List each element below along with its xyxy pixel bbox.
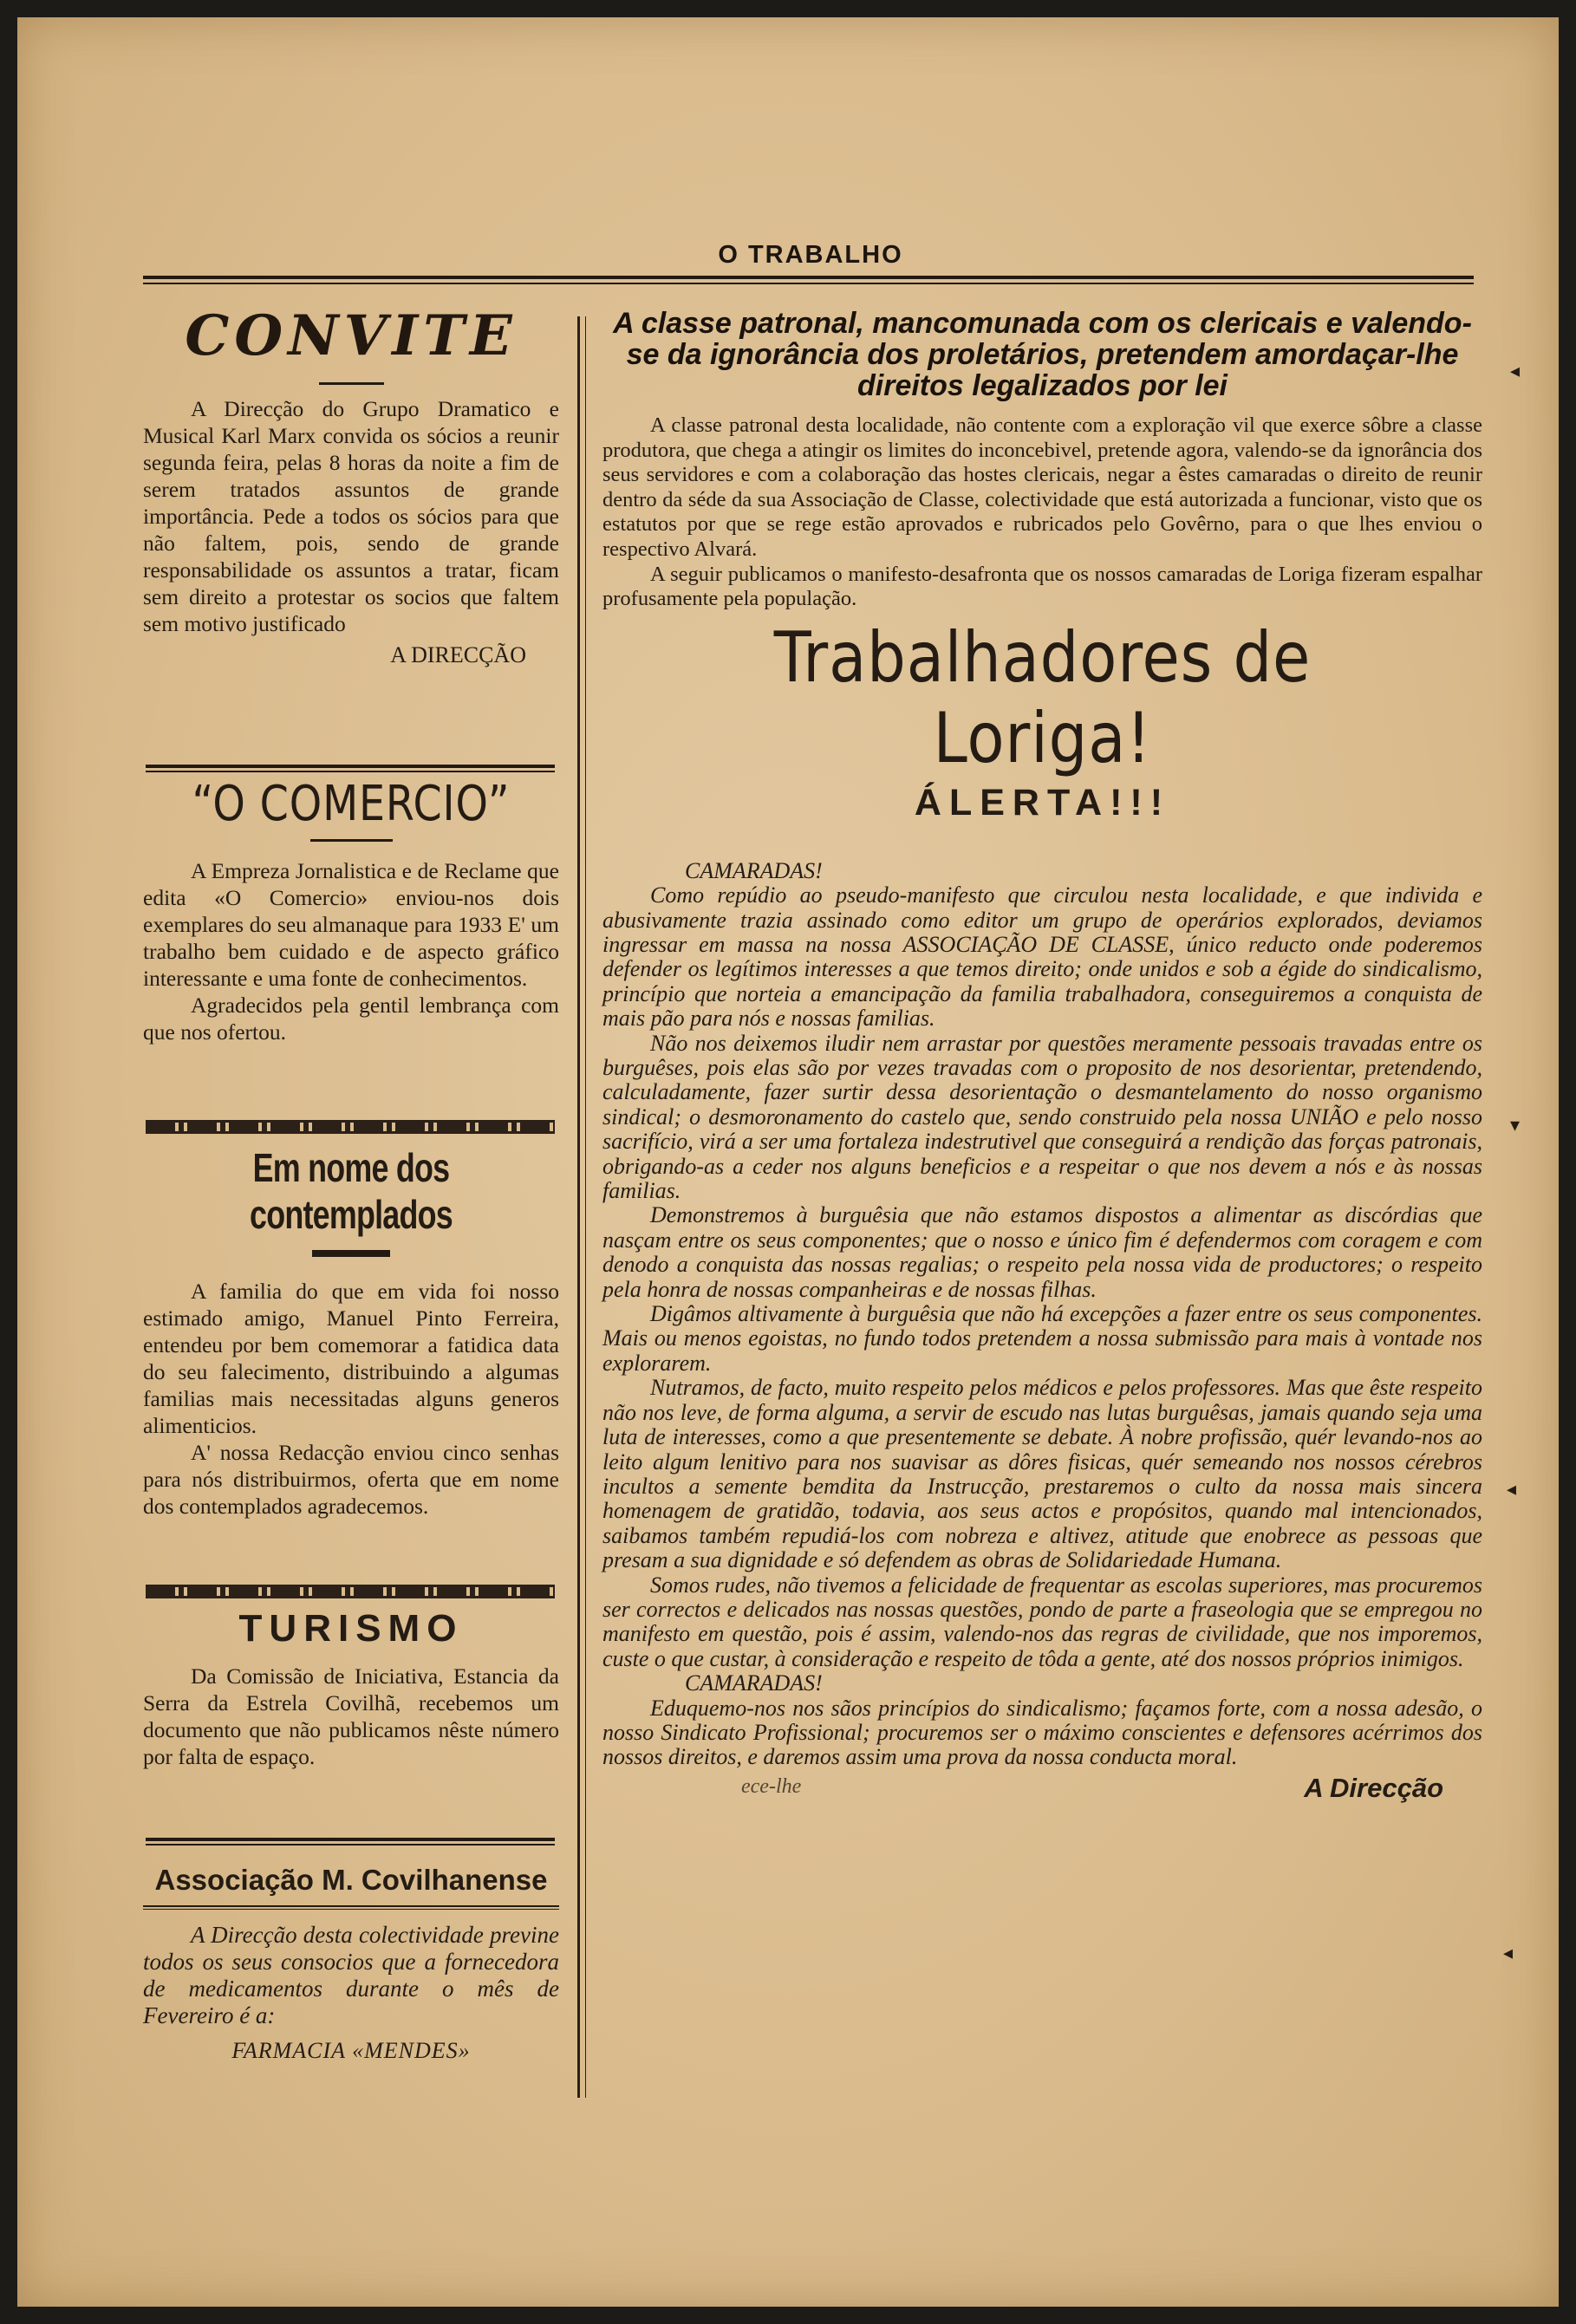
contemplados-heading: Em nome dos contemplados xyxy=(250,1145,453,1237)
contemplados-section xyxy=(143,1144,559,1520)
section-divider xyxy=(146,765,555,772)
section-short-rule xyxy=(312,1250,390,1257)
newspaper-masthead: O TRABALHO xyxy=(718,241,903,269)
section-divider xyxy=(143,1905,559,1910)
manifesto-closing: Eduquemo-nos nos sãos princípios do sindicalismo; façamos forte, com a nossa adesão, o nosso Sindicato Profissional; procuremos ser o máximo conscientes e defensores acérrimos dos nossos direitos, e daremos assim uma prova da nossa conducta moral. xyxy=(602,1695,1482,1770)
manifesto-salutation: CAMARADAS! xyxy=(685,857,823,883)
manifesto-paragraph: Somos rudes, não tivemos a felicidade de frequentar as escolas superiores, mas procuremos ser correctos e delicados nas nossas questões, pondo de parte a fraseologia que se empregou no manifesto em questão, pois é assim, valendo-nos das regras de civilidade, que nos imporemos, custe o que custar, à consideração e respeito de tôda a gente, até dos nossos próprios inimigos. xyxy=(602,1572,1482,1671)
section-divider xyxy=(146,1838,555,1846)
contemplados-body: A familia do que em vida foi nosso estimado amigo, Manuel Pinto Ferreira, entendeu por bem comemorar a fatidica data do seu falecimento, distribuindo a algumas familias mais necessitadas alguns generos alimenticios. xyxy=(143,1279,559,1438)
manifesto-body xyxy=(602,859,1482,1770)
ornamental-border xyxy=(146,1585,555,1598)
header-rule-thin xyxy=(143,283,1474,284)
manifesto-salutation: CAMARADAS! xyxy=(685,1670,823,1696)
manifesto-paragraph: Nutramos, de facto, muito respeito pelos médicos e pelos professores. Mas que êste respeito não nos leve, de forma alguma, a servir de escudo nas lutas burguêsas, jamais quando seja uma luta de interesses, como a que presentemente se debate. À nobre profissão, quér levando-nos ao leito algum lenitivo para nos suavisar as dôres fisicas, quér semeando nos nossos cérebros incultos a semente bemdita da Instrucção, prestaremos o culto da nossa mais sincera homenagem de gratidão, todavia, aos seus actos e propósitos, quando mal intencionados, saibamos também repudiá-los com nobreza e altivez, atitude que enobrece as pessoas que presam a sua dignidade e só defendem as obras de Solidariedade Humana. xyxy=(602,1375,1482,1573)
turismo-heading: TURISMO xyxy=(238,1607,464,1650)
manifesto-subtitle: ÁLERTA!!! xyxy=(914,781,1171,823)
manifesto-signature: A Direcção xyxy=(1304,1772,1443,1803)
header-rule xyxy=(143,276,1474,279)
comercio-section xyxy=(143,776,559,1045)
comercio-heading: “O COMERCIO” xyxy=(192,776,511,832)
pin-mark: ◂ xyxy=(1507,1478,1517,1500)
article-intro-2: A seguir publicamos o manifesto-desafronta que os nossos camaradas de Loriga fizeram espalhar profusamente pela população. xyxy=(602,562,1482,611)
column-divider-thin xyxy=(585,316,586,2098)
pin-mark: ▾ xyxy=(1510,1114,1521,1136)
pin-mark: ◂ xyxy=(1503,1942,1514,1963)
manifesto-paragraph: Demonstremos à burguêsia que não estamos dispostos a alimentar as discórdias que nasçam entre os seus componentes; que o nosso e único fim é defendermos com coragem e com denodo a conquista das nossas regalias; o respeito pela nossa vida de productores; o respeito pela honra de nossas companheiras e de nossas filhas. xyxy=(602,1202,1482,1302)
manifesto-title: Trabalhadores de Loriga! xyxy=(773,616,1312,778)
section-short-rule xyxy=(319,382,384,385)
pin-mark: ◂ xyxy=(1510,360,1521,381)
pharmacy-name: FARMACIA «MENDES» xyxy=(231,2038,471,2063)
associacao-body: A Direcção desta colectividade previne todos os seus consocios que a fornecedora de medicamentos durante o mês de Fevereiro é a: xyxy=(143,1922,559,2028)
offset-print-text: ece-lhe xyxy=(741,1774,802,1798)
section-short-rule xyxy=(310,839,393,842)
main-article xyxy=(602,308,1482,1804)
convite-heading: CONVITE xyxy=(185,303,518,368)
article-intro: A classe patronal desta localidade, não contente com a exploração vil que exerce sôbre a classe produtora, que chega a atingir os limites do inconcebivel, pretende agora, valendo-se da ignorância dos seus servidores e com a colaboração das hostes clericais, negar a êstes camaradas o direito de reunir dentro da séde da sua Associação de Classe, colectividade que está autorizada a funcionar, visto que os estatutos por que se rege estão aprovados e rubricados pelo Govêrno, para o que lhes enviou o respectivo Alvará. xyxy=(602,413,1482,561)
manifesto-paragraph: Como repúdio ao pseudo-manifesto que circulou nesta localidade, e que individa e abusivamente trazia assinado como editor um grupo de operários explorados, deviamos ingressar em massa na nossa ASSOCIAÇÃO DE CLASSE, único reducto onde poderemos defender os legítimos interesses a que temos direito; onde unidos e sob a égide do sindicalismo, princípio que norteia a emancipação da familia trabalhadora, conseguiremos a conquista de mais pão para nós e nossas familias. xyxy=(602,882,1482,1032)
contemplados-offer: A' nossa Redacção enviou cinco senhas para nós distribuirmos, oferta que em nome dos contemplados agradecemos. xyxy=(143,1440,559,1519)
column-divider xyxy=(577,316,580,2098)
article-headline: A classe patronal, mancomunada com os clericais e valendo-se da ignorância dos proletários, pretendem amordaçar-lhe direitos legalizados por lei xyxy=(613,307,1472,402)
convite-signature: A DIRECÇÃO xyxy=(390,642,526,667)
turismo-body: Da Comissão de Iniciativa, Estancia da Serra da Estrela Covilhã, recebemos um documento que não publicamos nêste número por falta de espaço. xyxy=(143,1663,559,1769)
convite-section xyxy=(143,303,559,668)
ornamental-border xyxy=(146,1120,555,1134)
convite-body: A Direcção do Grupo Dramatico e Musical Karl Marx convida os sócios a reunir segunda feira, pelas 8 horas da noite a fim de serem tratados assuntos de grande importância. Pede a todos os sócios para que não faltem, pois, sendo de grande responsabilidade os assuntos a tratar, ficam sem direito a protestar os socios que faltem sem motivo justificado xyxy=(143,396,559,636)
associacao-heading: Associação M. Covilhanense xyxy=(154,1864,548,1896)
newspaper-page xyxy=(17,17,1559,2307)
manifesto-paragraph: Digâmos altivamente à burguêsia que não há excepções a fazer entre os seus componentes. Mais ou menos egoistas, no fundo todos pretendem a nossa submissão para mais à vontade nos explorarem. xyxy=(602,1301,1482,1376)
comercio-thanks: Agradecidos pela gentil lembrança com que nos ofertou. xyxy=(143,993,559,1045)
turismo-section xyxy=(143,1607,559,1770)
manifesto-paragraph: Não nos deixemos iludir nem arrastar por questões meramente pessoais travadas entre os burguêses, pois elas são por vezes travadas com o proposito de nos desorientar, pretendendo, calculadamente, fazer surtir dessa desorientação o desmantelamento do nosso organismo sindical; o desmoronamento do castelo que, sendo construido pela nossa UNIÃO e pelo nosso sacrifício, virá a ser uma fortaleza indestrutivel que conseguirá a rendição das forças patronais, obrigando-as a ceder nos alguns beneficios e a respeitar o que nos devem a nós e às nossas familias. xyxy=(602,1030,1482,1204)
comercio-body: A Empreza Jornalistica e de Reclame que edita «O Comercio» enviou-nos dois exemplares do seu almanaque para 1933 E' um trabalho bem cuidado e de aspecto gráfico interessante e uma fonte de conhecimentos. xyxy=(143,858,559,991)
associacao-section xyxy=(143,1864,559,2064)
